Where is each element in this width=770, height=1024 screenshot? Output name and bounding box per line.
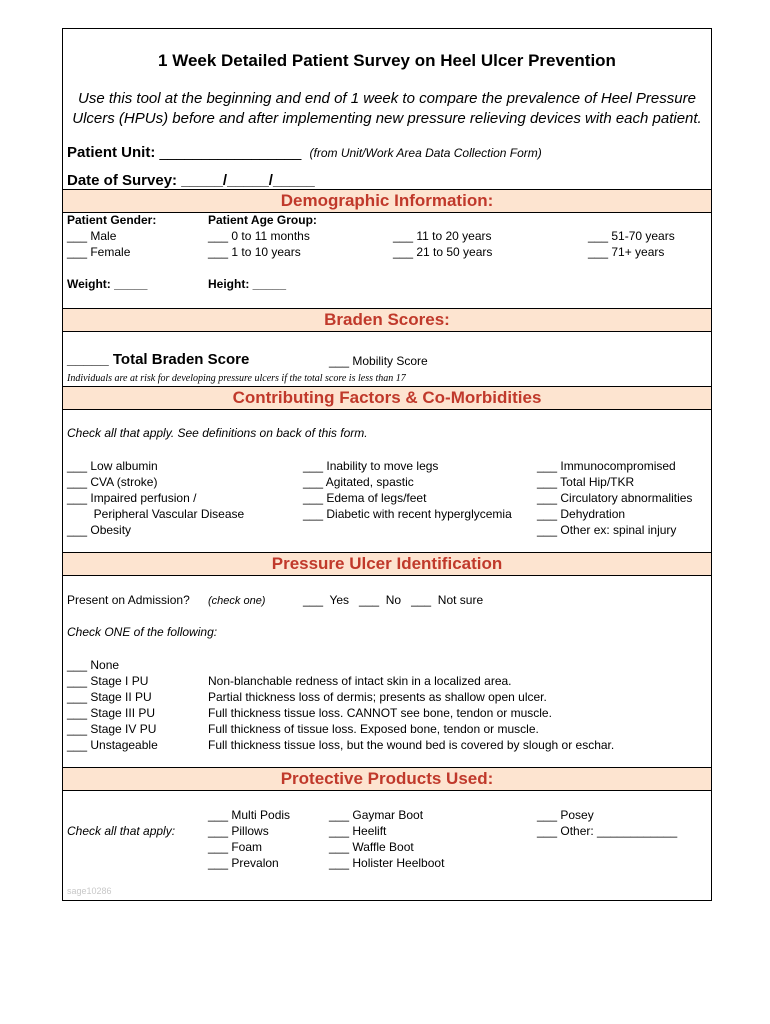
products-col-3 bbox=[537, 807, 677, 839]
product-option[interactable]: ___ Holister Heelboot bbox=[329, 856, 445, 870]
products-col-2 bbox=[329, 807, 444, 871]
intro-line-1: Use this tool at the beginning and end of 1 week to compare the prevalence of Heel Pressure bbox=[78, 90, 696, 107]
footer-code: sage10286 bbox=[67, 886, 112, 896]
ulcer-header: Pressure Ulcer Identification bbox=[63, 552, 711, 576]
gender-label: Patient Gender: bbox=[67, 213, 157, 227]
factors-header: Contributing Factors & Co-Morbidities bbox=[63, 386, 711, 410]
factor-option[interactable]: ___ Other ex: spinal injury bbox=[537, 523, 677, 537]
date-label: Date of Survey: bbox=[67, 172, 178, 189]
date-field[interactable]: _____/_____/_____ bbox=[181, 172, 315, 189]
gender-female[interactable]: ___ Female bbox=[67, 245, 131, 259]
age-option[interactable]: ___ 1 to 10 years bbox=[208, 245, 301, 259]
total-braden-score[interactable]: _____ Total Braden Score bbox=[67, 351, 250, 368]
page-title: 1 Week Detailed Patient Survey on Heel Ulcer Prevention bbox=[158, 51, 616, 70]
products-header: Protective Products Used: bbox=[63, 767, 711, 791]
product-option[interactable]: ___ Multi Podis bbox=[208, 808, 291, 822]
factor-option[interactable]: ___ CVA (stroke) bbox=[67, 475, 158, 489]
check-one-instruction: Check ONE of the following: bbox=[67, 625, 218, 639]
age-option[interactable]: ___ 51-70 years bbox=[588, 229, 675, 243]
factor-option[interactable]: ___ Edema of legs/feet bbox=[303, 491, 427, 505]
stage-option[interactable]: ___ Stage I PU bbox=[67, 674, 149, 688]
factor-option[interactable]: ___ Immunocompromised bbox=[537, 459, 676, 473]
factor-option[interactable]: ___ Agitated, spastic bbox=[303, 475, 414, 489]
date-row bbox=[67, 172, 315, 189]
product-option[interactable]: ___ Gaymar Boot bbox=[329, 808, 424, 822]
product-option[interactable]: ___ Posey bbox=[537, 808, 594, 822]
demographic-header: Demographic Information: bbox=[63, 189, 711, 213]
stage-option[interactable]: ___ None bbox=[67, 658, 120, 672]
product-option[interactable]: ___ Pillows bbox=[208, 824, 269, 838]
age-option[interactable]: ___ 21 to 50 years bbox=[393, 245, 493, 259]
stage-description: Non-blanchable redness of intact skin in a localized area. bbox=[208, 674, 512, 688]
factors-instruction: Check all that apply. See definitions on back of this form. bbox=[67, 426, 368, 440]
survey-form bbox=[62, 28, 712, 901]
factor-option[interactable]: ___ Total Hip/TKR bbox=[537, 475, 635, 489]
stage-description: Partial thickness loss of dermis; presents as shallow open ulcer. bbox=[208, 690, 547, 704]
product-option[interactable]: ___ Prevalon bbox=[208, 856, 279, 870]
factors-col-2 bbox=[303, 458, 512, 522]
stage-option[interactable]: ___ Unstageable bbox=[67, 738, 158, 752]
admission-note: (check one) bbox=[208, 595, 266, 607]
factor-option[interactable]: ___ Impaired perfusion / bbox=[67, 491, 197, 505]
product-option[interactable]: ___ Other: ____________ bbox=[537, 824, 678, 838]
factor-option[interactable]: ___ Diabetic with recent hyperglycemia bbox=[303, 507, 512, 521]
age-option[interactable]: ___ 11 to 20 years bbox=[393, 229, 492, 243]
age-label: Patient Age Group: bbox=[208, 213, 317, 227]
age-option[interactable]: ___ 0 to 11 months bbox=[208, 229, 310, 243]
factor-option[interactable]: ___ Inability to move legs bbox=[303, 459, 439, 473]
stage-option[interactable]: ___ Stage II PU bbox=[67, 690, 152, 704]
admission-label: Present on Admission? bbox=[67, 593, 190, 607]
gender-male[interactable]: ___ Male bbox=[67, 229, 117, 243]
factor-option[interactable]: ___ Circulatory abnormalities bbox=[537, 491, 693, 505]
stage-list bbox=[67, 657, 158, 753]
factor-option[interactable]: ___ Obesity bbox=[67, 523, 132, 537]
weight-field[interactable]: Weight: _____ bbox=[67, 277, 148, 291]
patient-unit-label: Patient Unit: bbox=[67, 144, 156, 161]
patient-unit-field[interactable]: _________________ bbox=[159, 144, 302, 161]
intro-line-2: Ulcers (HPUs) before and after implementing new pressure relieving devices with each patient. bbox=[72, 110, 702, 127]
product-option[interactable]: ___ Foam bbox=[208, 840, 263, 854]
height-field[interactable]: Height: _____ bbox=[208, 277, 287, 291]
stage-option[interactable]: ___ Stage IV PU bbox=[67, 722, 157, 736]
products-col-1 bbox=[208, 807, 290, 871]
braden-header: Braden Scores: bbox=[63, 308, 711, 332]
patient-unit-note: (from Unit/Work Area Data Collection Form) bbox=[309, 146, 542, 160]
stage-description: Full thickness tissue loss, but the wound bed is covered by slough or eschar. bbox=[208, 738, 615, 752]
stage-option[interactable]: ___ Stage III PU bbox=[67, 706, 156, 720]
stage-description: Full thickness tissue loss. CANNOT see bone, tendon or muscle. bbox=[208, 706, 552, 720]
patient-unit-row bbox=[67, 144, 542, 161]
stage-description: Full thickness of tissue loss. Exposed bone, tendon or muscle. bbox=[208, 722, 539, 736]
factors-col-1 bbox=[67, 458, 244, 538]
factors-col-3 bbox=[537, 458, 692, 538]
mobility-score[interactable]: ___ Mobility Score bbox=[329, 354, 428, 368]
factor-option[interactable]: ___ Low albumin bbox=[67, 459, 158, 473]
factor-option-continued: Peripheral Vascular Disease bbox=[67, 507, 245, 521]
product-option[interactable]: ___ Waffle Boot bbox=[329, 840, 414, 854]
product-option[interactable]: ___ Heelift bbox=[329, 824, 387, 838]
admission-options[interactable]: ___ Yes ___ No ___ Not sure bbox=[303, 593, 484, 607]
age-option[interactable]: ___ 71+ years bbox=[588, 245, 665, 259]
products-instruction: Check all that apply: bbox=[67, 824, 176, 838]
stage-descriptions bbox=[208, 673, 614, 753]
braden-note: Individuals are at risk for developing pressure ulcers if the total score is less than 17 bbox=[67, 373, 406, 384]
factor-option[interactable]: ___ Dehydration bbox=[537, 507, 626, 521]
